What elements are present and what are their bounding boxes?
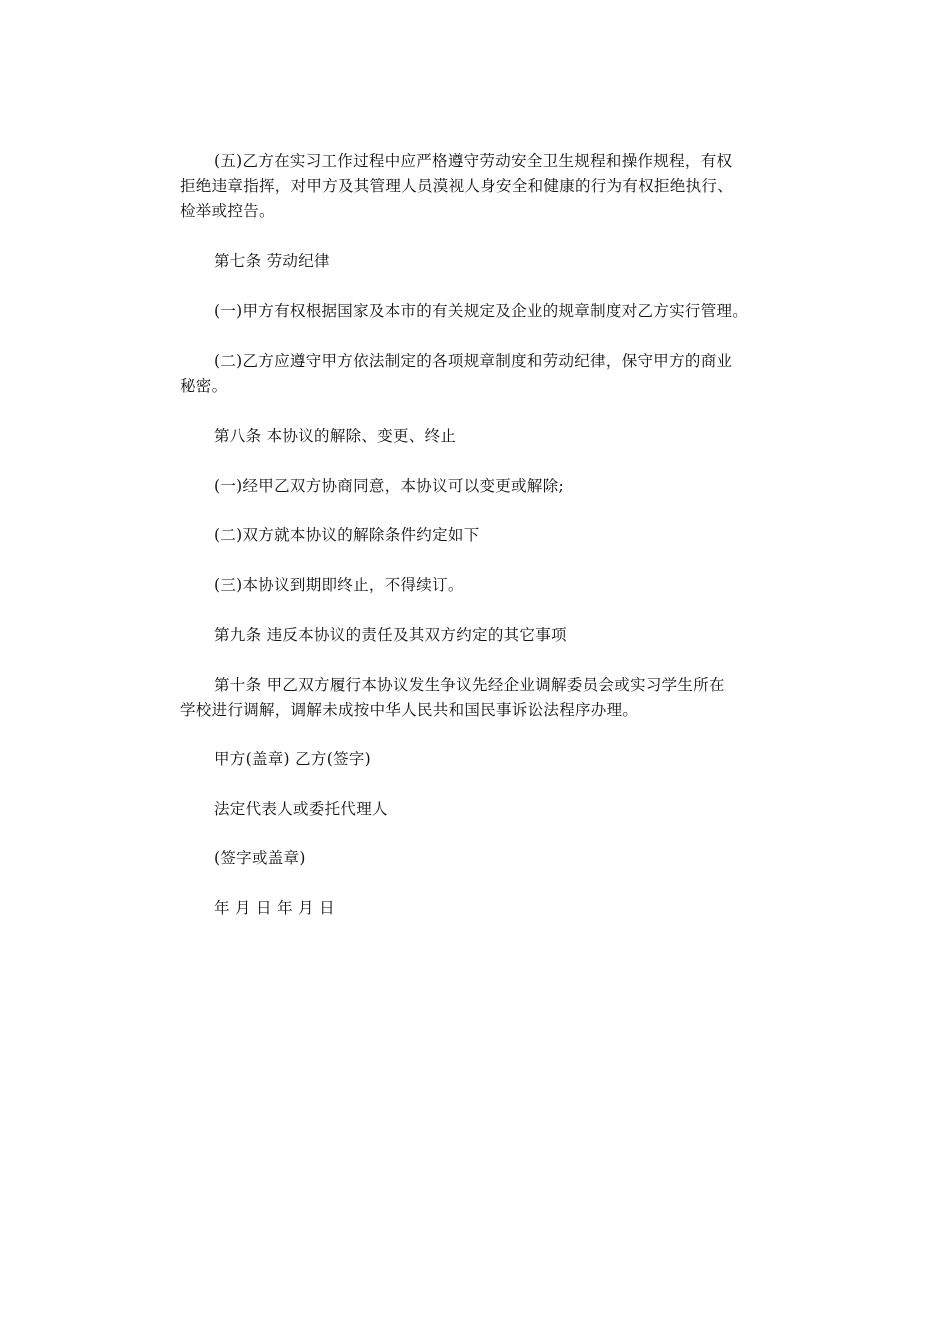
paragraph-line: (签字或盖章) xyxy=(214,849,306,867)
paragraph-line: 学校进行调解，调解未成按中华人民共和国民事诉讼法程序办理。 xyxy=(180,701,639,719)
legal-representative-line xyxy=(180,797,780,822)
paragraph-line: (一)经甲乙双方协商同意，本协议可以变更或解除; xyxy=(214,477,565,495)
paragraph-line: (一)甲方有权根据国家及本市的有关规定及企业的规章制度对乙方实行管理。 xyxy=(214,302,749,320)
paragraph-line: 第十条 甲乙双方履行本协议发生争议先经企业调解委员会或实习学生所在 xyxy=(214,676,725,694)
paragraph-line: 甲方(盖章) 乙方(签字) xyxy=(214,750,372,768)
paragraph-article-8-item-2 xyxy=(180,523,780,548)
article-9-heading xyxy=(180,623,780,648)
paragraph-line: (二)双方就本协议的解除条件约定如下 xyxy=(214,526,480,544)
paragraph-line: 秘密。 xyxy=(180,377,228,395)
paragraph-line: (五)乙方在实习工作过程中应严格遵守劳动安全卫生规程和操作规程，有权 xyxy=(214,152,733,170)
article-10-paragraph xyxy=(180,673,780,723)
paragraph-line: 年 月 日 年 月 日 xyxy=(214,899,335,917)
paragraph-article-7-item-2 xyxy=(180,349,780,399)
signature-parties-line xyxy=(180,747,780,772)
article-8-heading xyxy=(180,424,780,449)
paragraph-article-7-item-1 xyxy=(180,299,780,324)
paragraph-article-8-item-3 xyxy=(180,573,780,598)
paragraph-line: (二)乙方应遵守甲方依法制定的各项规章制度和劳动纪律，保守甲方的商业 xyxy=(214,352,733,370)
sign-or-seal-line xyxy=(180,846,780,871)
paragraph-line: 法定代表人或委托代理人 xyxy=(214,800,388,818)
paragraph-line: 检举或控告。 xyxy=(180,202,275,220)
paragraph-line: 第九条 违反本协议的责任及其双方约定的其它事项 xyxy=(214,626,567,644)
paragraph-item-5-safety xyxy=(180,149,780,224)
paragraph-line: 第八条 本协议的解除、变更、终止 xyxy=(214,427,457,445)
date-line xyxy=(180,896,780,921)
paragraph-line: 拒绝违章指挥，对甲方及其管理人员漠视人身安全和健康的行为有权拒绝执行、 xyxy=(180,177,734,195)
paragraph-line: 第七条 劳动纪律 xyxy=(214,252,330,270)
article-7-heading xyxy=(180,249,780,274)
paragraph-article-8-item-1 xyxy=(180,474,780,499)
paragraph-line: (三)本协议到期即终止，不得续订。 xyxy=(214,576,464,594)
